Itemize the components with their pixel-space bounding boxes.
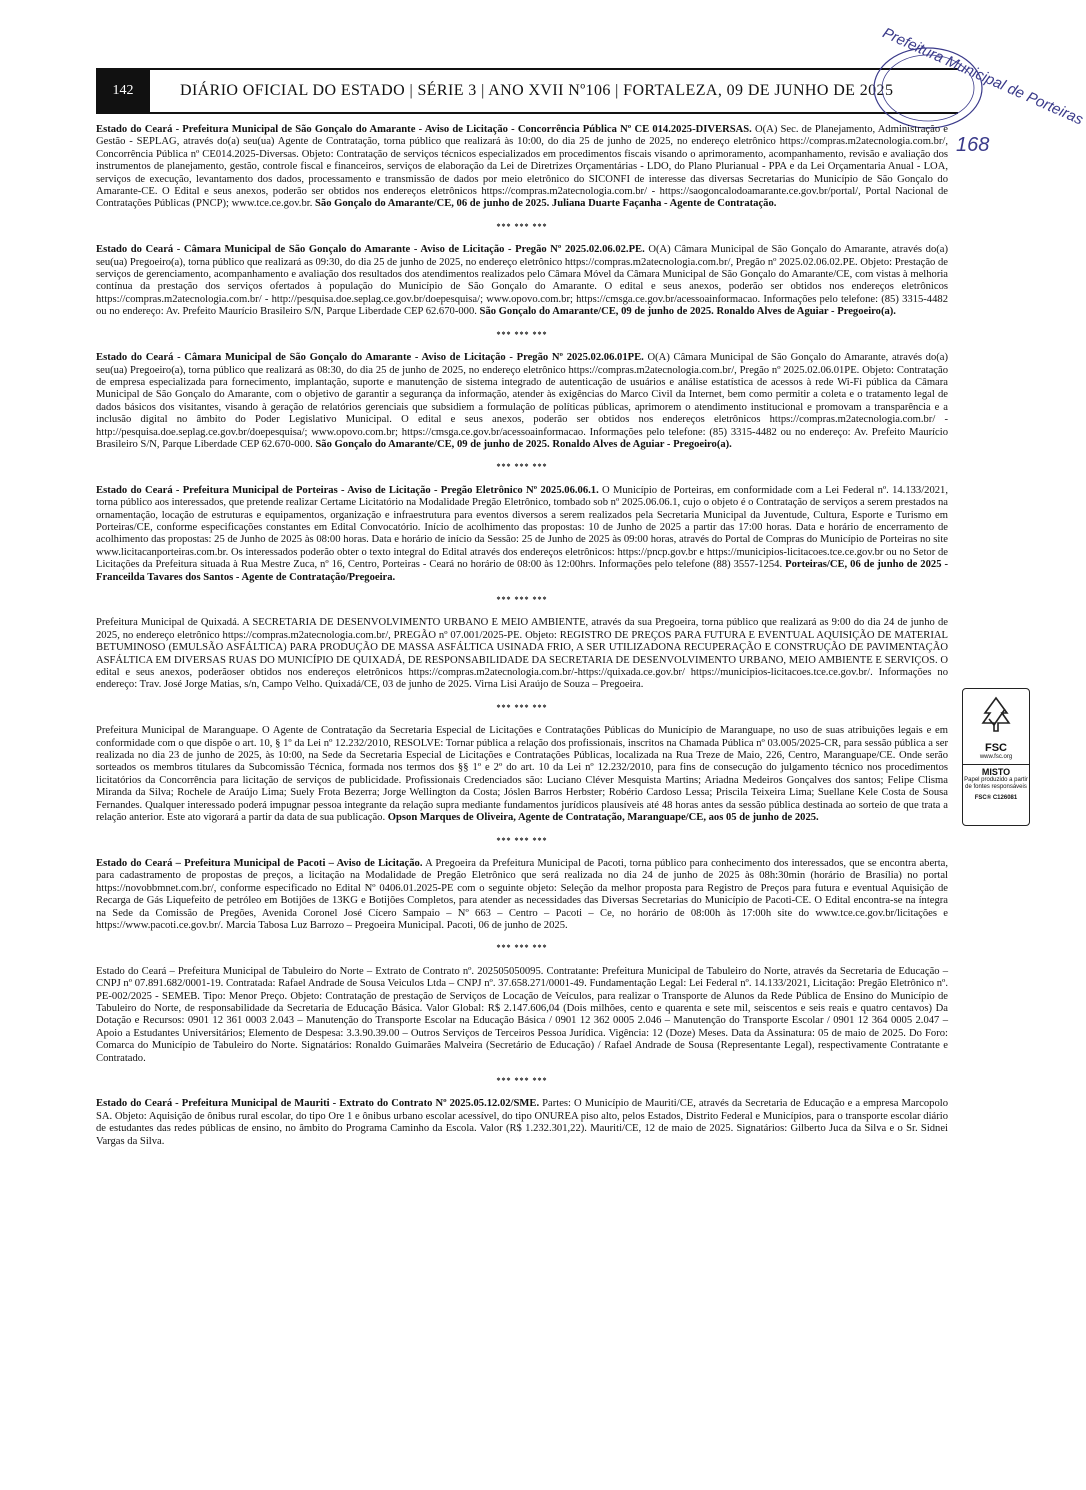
notice-tabuleiro-extrato: Estado do Ceará – Prefeitura Municipal de Tabuleiro do Norte – Extrato de Contrato nº. 202505050095. Contratante: Prefeitura Municipal de Tabuleiro do Norte, através da Secretaria de Educação – CNPJ nº 07.891.682/0001-19. Contratada: Rafael Andrade de Sousa Veiculos Ltda – CNPJ nº. 37.658.271/0001-49. Fundamentação Legal: Lei Federal nº. 14.133/2021, Licitação: Pregão Eletrônico nº. PE-002/2025 - SEMEB. Tipo: Menor Preço. Objeto: Contratação de prestação de Serviços de Locação de Veículos, para realizar o Transporte de Alunos da Rede Pública de Ensino do Município de Tabuleiro do Norte, de responsabilidade da Secretaria de Educação Básica. Valor Global: R$ 2.147.606,04 (Dois milhões, cento e quarenta e sete mil, seiscentos e seis reais e quatro centavos) Da Dotação e Recursos: 0901 12 361 0003 2.043 – Manutenção do Transporte Escolar na Educação Básica / 0901 12 362 0005 2.046 – Manutenção do Transporte Escolar / 0901 12 364 0005 2.047 – Apoio a Estudantes Universitários; Elemento de Despesa: 3.3.90.39.00 – Outros Serviços de Terceiros Pessoa Jurídica. Vigência: 12 (Doze) Meses. Data da Assinatura: 05 de maio de 2025. Do Foro: Comarca do Município de Tabuleiro do Norte. Signatários: Ronaldo Guimarães Malveira (Secretário de Educação) / Rafael Andrade de Sousa (Representante Legal), respectivamente Contratante e Contratado. (96, 965, 948, 1064)
section-separator: *** *** *** (496, 1076, 548, 1085)
publication-title: DIÁRIO OFICIAL DO ESTADO | SÉRIE 3 | ANO XVII Nº106 | FORTALEZA, 09 DE JUNHO DE 2025 (180, 82, 894, 99)
section-separator: *** *** *** (496, 943, 548, 953)
section-separator: *** *** *** (496, 329, 548, 339)
fsc-tree-check-icon (977, 695, 1015, 735)
fsc-site: www.fsc.org (979, 754, 1013, 760)
page-number: 142 (96, 70, 150, 112)
notice-camara-pregao-0601: Estado do Ceará - Câmara Municipal de São Gonçalo do Amarante - Aviso de Licitação - Pregão Nº 2025.02.06.01PE. O(A) Câmara Municipal de São Gonçalo do Amarante, através do(a) seu(ua) Pregoeiro(a), torna público que realizará as 08:30, do dia 25 de junho de 2025, no endereço eletrônico https://compras.m2atecnologia.com.br/, Pregão nº 2025.02.06.01PE. Objeto: Contratação de empresa especializada para fornecimento, implantação, suporte e manutenção de sistema integrado de autenticação de usuários e análise estatística de acessos à rede Wi-Fi pública da Câmara Municipal de São Gonçalo do Amarante, com o objetivo de garantir a segurança da informação, atender às exigências do Marco Civil da Internet, bem como permitir a coleta e o tratamento legal de dados básicos dos visitantes, visando à geração de relatórios gerenciais que subsidiem a formulação de políticas públicas, aprimorem o atendimento institucional e promovam a transparência e a inclusão digital no âmbito do Poder Legislativo Municipal. O edital e seus anexos, poderão ser obtidos nos endereços eletrônicos https://compras.m2atecnologia.com.br/ - http://pesquisa.doe.seplag.ce.gov.br/doepesquisa/; www.opovo.com.br; https://cmsga.ce.gov.br/acessoainformacao. Informações pelo telefone: (85) 3315-4482 ou no endereço: Av. Prefeito Maurício Brasileiro S/N, Parque Liberdade CEP 62.670-000. São Gonçalo do Amarante/CE, 09 de junho de 2025. Ronaldo Alves de Aguiar - Pregoeiro(a). (96, 352, 948, 450)
notices-column (96, 124, 948, 1148)
notice-maranguape-chamada: Prefeitura Municipal de Maranguape. O Agente de Contratação da Secretaria Especial de Licitações e Contratações Públicas do Município de Maranguape, no uso de suas atribuições legais e em conformidade com o que dispõe o art. 10, § 1º da Lei nº 12.232/2010, RESOLVE: Tornar pública a relação dos profissionais, inscritos na Chamada Pública nº 03.005/2025-CR, para sessão pública a ser realizada no dia 23 de junho de 2025, às 10:00, na Sede da Secretaria Especial de Licitações e Contratações Públicas, localizada na Rua Treze de Maio, 226, Centro, Maranguape/CE. Onde serão sorteados os membros titulares da Subcomissão Técnica, formada nos termos dos §§ 1º e 2º do art. 10 da Lei nº 12.232/2010, para fins de consecução do julgamento técnico nos procedimentos licitatórios da Concorrência para licitação de serviços de publicidade. Profissionais Credenciados são: Luciano Cléver Mesquista Martins; Ariadna Medeiros Gonçalves dos santos; Felipe Clisma Miranda da Silva; Rochele de Araújo Lima; Suely Frota Bezerra; Jorge Wellington da Costa; Jóslen Barros Herbster; Robério Cardoso Lessa; Priscila Teixeira Lima; Suellane Kele Costa de Sousa Fernandes. Qualquer interessado poderá impugnar pessoa integrante da relação supra mediante fundamentos jurídicos plausíveis até 48 horas antes da sessão pública destinada ao sorteio de que trata a relação anterior. Este ato vigorará a partir da data de sua publicação. Opson Marques de Oliveira, Agente de Contratação, Maranguape/CE, aos 05 de junho de 2025. (96, 725, 948, 824)
fsc-code: FSC® C126081 (974, 795, 1018, 801)
municipal-stamp (866, 24, 1086, 130)
handwritten-page-number: 168 (956, 134, 990, 156)
section-separator: *** *** *** (496, 221, 548, 231)
section-separator: *** *** *** (496, 462, 548, 472)
page-header (96, 68, 958, 114)
notice-quixada-pregao: Prefeitura Municipal de Quixadá. A SECRETARIA DE DESENVOLVIMENTO URBANO E MEIO AMBIENTE, através da sua Pregoeira, torna público que realizará as 9:00 do dia 24 de junho de 2025, no endereço eletrônico https://compras.m2atecnologia.com.br/, PREGÃO nº 07.001/2025-PE. Objeto: REGISTRO DE PREÇOS PARA FUTURA E EVENTUAL AQUISIÇÃO DE MATERIAL BETUMINOSO (EMULSÃO ASFÁLTICA) PARA PRODUÇÃO DE MASSA ASFÁLTICA USINADA FRIO, A SER UTILIZADONA RECUPERAÇÃO E CONSTRUÇÃO DE PAVIMENTAÇÃO ASFÁLTICA EM DIVERSAS RUAS DO MUNICÍPIO DE QUIXADÁ, DE RESPONSABILIDADE DA SECRETARIA DE DESENVOLVIMENTO URBANO, MEIO AMBIENTE E SERVIÇOS. O edital e seus anexos, poderãoser obtidos nos endereços eletrônicos https://compras.m2atecnologia.com.br/-https://quixada.ce.gov.br/ https://municipios-licitacoes.tce.ce.gov.br/. Informações no endereço: Trav. José Jorge Matias, s/n, Campo Velho. Quixadá/CE, 03 de junho de 2025. Virna Lisi Araújo de Souza – Pregoeira. (96, 617, 948, 691)
notice-sao-goncalo-concorrencia: Estado do Ceará - Prefeitura Municipal de São Gonçalo do Amarante - Aviso de Licitação - Concorrência Pública Nº CE 014.2025-DIVERSAS. O(A) Sec. de Planejamento, Administração e Gestão - SEPLAG, através do(a) seu(ua) Agente de Contratação, torna público que realizará às 10:00, do dia 25 de junho de 2025, no endereço eletrônico https://compras.m2atecnologia.com.br/, Concorrência Pública nº CE014.2025-Diversas. Objeto: Contratação de serviços técnicos especializados em procedimentos fiscais visando o aprimoramento, acompanhamento, revisão e avaliação dos instrumentos de planejamento, gestão, controle fiscal e financeiros, serviços de elaboração da Lei de Diretrizes Orçamentárias - LDO, do Plano Plurianual - PPA e da Lei Orçamentaria Anual - LOA, serviços de execução, levantamento dos dados, processamento e transmissão de dados por meio eletrônico do SICONFI de interesse das diversas Secretarias do Município de São Gonçalo do Amarante-CE. O Edital e seus anexos, poderão ser obtidos nos endereços eletrônicos https://compras.m2atecnologia.com.br/ - https://saogoncalodoamarante.ce.gov.br/portal/, Portal Nacional de Contratações Públicas (PNCP); www.tce.ce.gov.br. São Gonçalo do Amarante/CE, 06 de junho de 2025. Juliana Duarte Façanha - Agente de Contratação. (96, 124, 949, 210)
notice-porteiras-pregao: Estado do Ceará - Prefeitura Municipal de Porteiras - Aviso de Licitação - Pregão Eletrônico Nº 2025.06.06.1. O Município de Porteiras, em conformidade com a Lei Federal nº. 14.133/2021, torna público aos interessados, que pretende realizar Certame Licitatório na Modalidade Pregão Eletrônico, tombado sob nº 2025.06.06.1, cujo o objeto é o Contratação de serviços a serem prestados na ornamentação, locação de estruturas e equipamentos, organização e infraestrutura para eventos diversos a serem realizados pela Secretaria Municipal da Juventude, Cultura, Esporte e Turismo em Porteiras/CE, conforme especificações constantes em Edital Convocatório. Início de acolhimento das propostas: 10 de Junho de 2025 a partir das 17:00 horas. Data e horário de encerramento de acolhimento das propostas: 25 de Junho de 2025 às 08:00 horas. Data e horário de início da Sessão: 25 de Junho de 2025 às 09:00 horas, através do Portal de Compras do Município de Porteiras no site www.licitacanporteiras.com.br. Os interessados poderão obter o texto integral do Edital através dos endereços eletrônicos: https://pncp.gov.br e https://municipios-licitacoes.tce.ce.gov.br ou no Setor de Licitações da Prefeitura situada à Rua Mestre Zuca, nº 16, Centro, Porteiras - Ceará no horário de 08:00 às 12:00hrs. Informações pelo telefone (88) 3557-1254. Porteiras/CE, 06 de junho de 2025 - Franceilda Tavares dos Santos - Agente de Contratação/Pregoeira. (96, 484, 948, 583)
section-separator: *** *** *** (496, 702, 548, 712)
section-separator: *** *** *** (496, 835, 548, 845)
section-separator: *** *** *** (496, 595, 548, 604)
fsc-description: Papel produzido a partir de fontes responsáveis (964, 777, 1028, 790)
notice-pacoti-aviso: Estado do Ceará – Prefeitura Municipal de Pacoti – Aviso de Licitação. A Pregoeira da Prefeitura Municipal de Pacoti, torna público para conhecimento dos interessados, que se encontra aberta, para cadastramento de propostas de preços, a licitação na Modalidade de Pregão Eletrônico que será realizada no dia 24 de junho de 2025 às 08h:30min (horário de Brasília) no portal https://novobbmnet.com.br/, conforme especificado no Edital Nº 0406.01.2025-PE com o seguinte objeto: Seleção da melhor proposta para Registro de Preços para futura e eventual Aquisição de Recarga de Gás Liquefeito de petróleo em Botijões de 13KG e Botijões Completos, para atender as necessidades das Diversas Secretarias do Município de Pacoti-CE. O Edital encontra-se na íntegra na Sede da Comissão de Pregões, Avenida Coronel José Cícero Sampaio – Nº 663 – Centro – Pacoti – Ce, no horário de 08:00h às 17:00h site do www.tce.ce.gov.br/licitações e https://www.pacoti.ce.gov.br/. Marcia Tabosa Luz Barrozo – Pregoeira Municipal. Pacoti, 06 de junho de 2025. (96, 857, 948, 931)
notice-camara-pregao-0602: Estado do Ceará - Câmara Municipal de São Gonçalo do Amarante - Aviso de Licitação - Pregão Nº 2025.02.06.02.PE. O(A) Câmara Municipal de São Gonçalo do Amarante, através do(a) seu(ua) Pregoeiro(a), torna público que realizará as 09:30, do dia 25 de junho de 2025, no endereço eletrônico https://compras.m2atecnologia.com.br/, Pregão nº 2025.02.06.02.PE. Objeto: Prestação de serviços de gerenciamento, acompanhamento e avaliação dos resultados dos atendimentos realizados pelo Câmara Móvel da Câmara Municipal de São Gonçalo do Amarante/CE, com vistas à melhoria contínua da prestação dos serviços ofertados à população do Município de São Gonçalo do Amarante. O edital e seus anexos, poderão ser obtidos nos endereços eletrônicos https://compras.m2atecnologia.com.br/ - http://pesquisa.doe.seplag.ce.gov.br/doepesquisa/; www.opovo.com.br; https://cmsga.ce.gov.br/acessoainformacao. Informações pelo telefone: (85) 3315-4482 ou no endereço: Av. Prefeito Maurício Brasileiro S/N, Parque Liberdade CEP 62.670-000. São Gonçalo do Amarante/CE, 09 de junho de 2025. Ronaldo Alves de Aguiar - Pregoeiro(a). (96, 244, 948, 318)
fsc-brand: FSC (985, 742, 1007, 754)
fsc-category: MISTO (963, 764, 1029, 777)
fsc-certification-label (962, 688, 1030, 826)
stamp-text: Prefeitura Municipal de Porteiras (879, 24, 1086, 129)
notice-mauriti-extrato: Estado do Ceará - Prefeitura Municipal de Mauriti - Extrato do Contrato Nº 2025.05.12.02/SME. Partes: O Município de Mauriti/CE, através da Secretaria de Educação e a empresa Marcopolo SA. Objeto: Aquisição de ônibus rural escolar, do tipo Ore 1 e ônibus urbano escolar acessível, do tipo ONUREA piso alto, pelos Estados, Distrito Federal e Municípios, para o transporte escolar diário de estudantes das redes públicas de ensino, no âmbito do Programa Caminho da Escola. Valor (R$ 1.232.301,22). Mauriti/CE, 12 de maio de 2025. Signatários: Gilberto Juca da Silva e o Sr. Sidnei Vargas da Silva. (96, 1098, 948, 1147)
